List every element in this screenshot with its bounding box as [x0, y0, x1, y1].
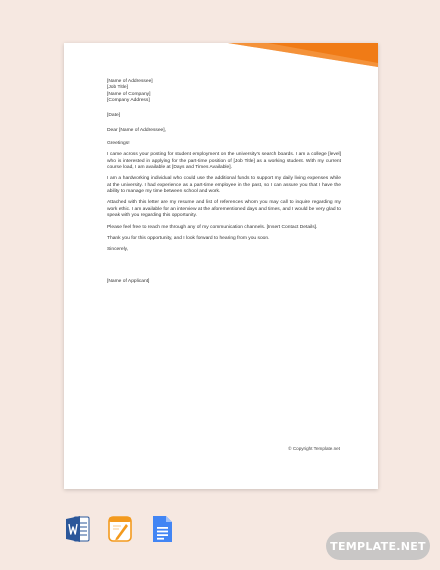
letter-page	[64, 43, 378, 489]
google-docs-icon[interactable]	[150, 514, 174, 544]
copyright-text: © Copyright Template.net	[288, 446, 340, 451]
word-icon[interactable]	[66, 514, 90, 544]
letter-date: [Date]	[107, 113, 121, 119]
closing: Sincerely,	[107, 247, 129, 253]
addressee-company: [Name of Company]	[107, 91, 151, 97]
orange-corner-decoration	[228, 43, 378, 67]
template-net-badge[interactable]: TEMPLATE.NET	[326, 532, 430, 560]
pages-icon[interactable]	[108, 514, 132, 544]
body-paragraph-2: I am a hardworking individual who could use the additional funds to support my daily living expenses while at the university. I had experience as a part-time employee in the past, so I can assure you that I have the ability to manage my time between school and work.	[107, 176, 341, 194]
body-paragraph-3: Attached with this letter are my resume and list of references whom you may call to inquire regarding my work ethic. I am available for an interview at the aforementioned days and times, and I would be very glad to speak with you regarding this opportunity.	[107, 200, 341, 219]
greeting: Greetings!	[107, 140, 130, 146]
salutation: Dear [Name of Addressee],	[107, 128, 166, 134]
body-paragraph-5: Thank you for this opportunity, and I look forward to hearing from you soon.	[107, 235, 270, 241]
body-paragraph-1: I came across your posting for student employment on the university's search boards. I am a college [level] who is interested in applying for the part-time position of [Job Title] as a working student. With my current course load, I am available at [Days and Times Available].	[107, 152, 341, 170]
letter-body	[107, 79, 341, 290]
addressee-block	[107, 79, 341, 104]
addressee-name: [Name of Addressee]	[107, 79, 153, 84]
body-paragraph-4: Please feel free to reach me through any of my communication channels. [Insert Contact Details].	[107, 224, 318, 230]
signature: [Name of Applicant]	[107, 278, 150, 284]
addressee-job-title: [Job Title]	[107, 85, 128, 91]
compatible-apps	[66, 514, 174, 544]
addressee-company-address: [Company Address]	[107, 97, 150, 103]
